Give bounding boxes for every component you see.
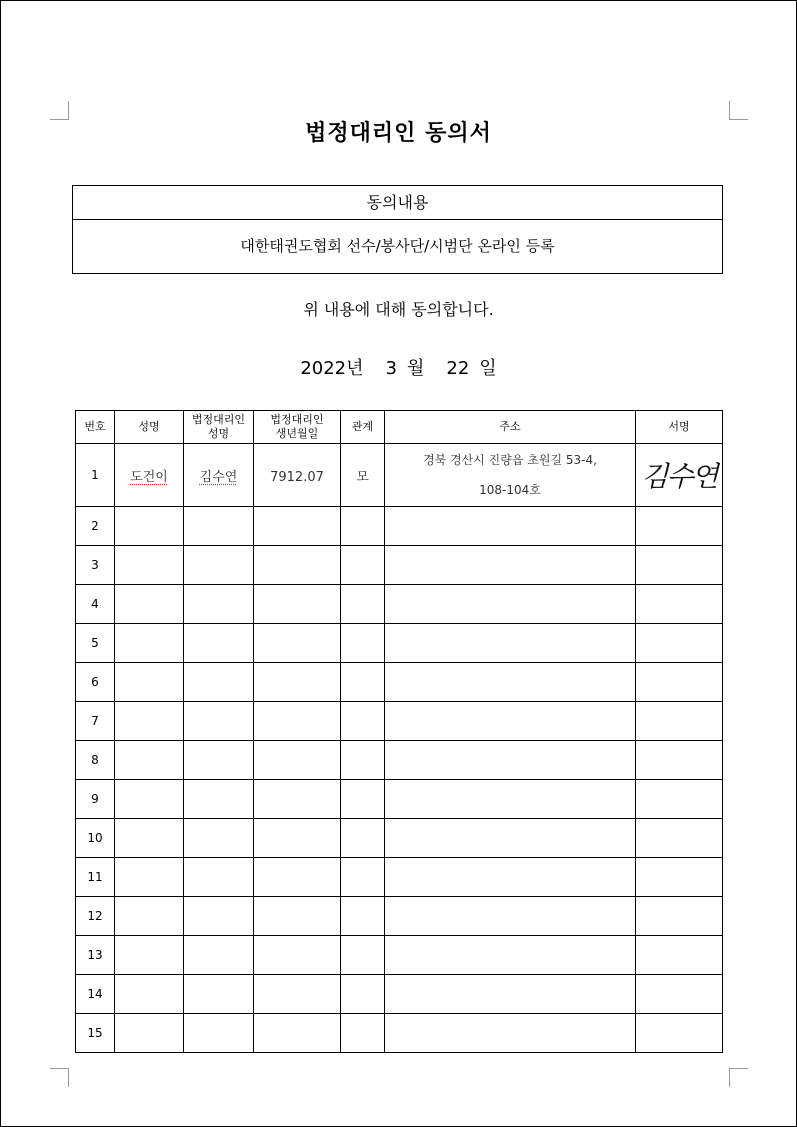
cell-relation[interactable] [341,624,385,663]
cell-number: 15 [76,1014,115,1053]
cell-address[interactable] [385,819,636,858]
cell-guardian-name[interactable] [184,741,254,780]
cell-number: 12 [76,897,115,936]
cell-guardian-name[interactable] [184,663,254,702]
cell-relation[interactable] [341,444,385,507]
cell-signature[interactable] [636,936,723,975]
cell-guardian-birth[interactable] [254,624,341,663]
cell-signature[interactable] [636,663,723,702]
cell-name[interactable] [115,585,184,624]
cell-name[interactable] [115,780,184,819]
cell-guardian-name[interactable] [184,897,254,936]
table-row [76,741,723,780]
cell-address[interactable] [385,702,636,741]
date-month: 3 [385,358,397,379]
table-header-row [76,411,723,444]
cell-signature[interactable] [636,741,723,780]
cell-guardian-birth[interactable] [254,444,341,507]
cell-name[interactable] [115,741,184,780]
table-row [76,702,723,741]
cell-name[interactable] [115,624,184,663]
cell-address[interactable] [385,663,636,702]
cell-name[interactable] [115,444,184,507]
table-row [76,780,723,819]
table-row [76,507,723,546]
cell-name[interactable] [115,975,184,1014]
cell-guardian-birth[interactable] [254,780,341,819]
cell-guardian-birth[interactable] [254,702,341,741]
cell-number: 3 [76,546,115,585]
cell-name[interactable] [115,819,184,858]
crop-mark-bottom-right [729,1068,748,1087]
header-address: 주소 [385,411,636,444]
table-row [76,858,723,897]
address-line-2: 108-104호 [479,483,541,497]
table-row [76,819,723,858]
cell-guardian-name[interactable] [184,858,254,897]
cell-address[interactable] [385,624,636,663]
cell-number: 5 [76,624,115,663]
cell-number: 14 [76,975,115,1014]
cell-number: 1 [76,444,115,507]
cell-address[interactable] [385,936,636,975]
cell-address[interactable] [385,858,636,897]
cell-guardian-birth[interactable] [254,741,341,780]
cell-address[interactable] [385,546,636,585]
cell-address[interactable] [385,741,636,780]
cell-guardian-name[interactable] [184,507,254,546]
cell-number: 11 [76,858,115,897]
cell-signature[interactable] [636,780,723,819]
table-row [76,546,723,585]
cell-guardian-birth[interactable] [254,546,341,585]
cell-number: 4 [76,585,115,624]
handwritten-relation: 모 [356,469,369,485]
cell-address[interactable] [385,897,636,936]
cell-number: 10 [76,819,115,858]
guardian-table [75,410,723,1053]
cell-guardian-name[interactable] [184,936,254,975]
table-row [76,1014,723,1053]
cell-relation[interactable] [341,819,385,858]
cell-guardian-birth[interactable] [254,585,341,624]
cell-number: 7 [76,702,115,741]
cell-guardian-birth[interactable] [254,936,341,975]
cell-guardian-birth[interactable] [254,897,341,936]
cell-guardian-name[interactable] [184,444,254,507]
cell-guardian-birth[interactable] [254,1014,341,1053]
cell-guardian-name[interactable] [184,546,254,585]
handwritten-signature: 김수연 [641,460,717,493]
cell-number: 6 [76,663,115,702]
handwritten-name: 도건이 [130,469,168,485]
cell-signature[interactable] [636,546,723,585]
cell-guardian-name[interactable] [184,975,254,1014]
cell-guardian-birth[interactable] [254,819,341,858]
cell-address[interactable] [385,975,636,1014]
cell-name[interactable] [115,546,184,585]
cell-relation[interactable] [341,585,385,624]
cell-relation[interactable] [341,897,385,936]
table-row [76,897,723,936]
document-date [0,354,797,380]
cell-number: 13 [76,936,115,975]
consent-header: 동의내용 [73,186,722,220]
cell-guardian-birth[interactable] [254,858,341,897]
table-row [76,444,723,507]
consent-box [72,185,723,274]
cell-signature[interactable] [636,897,723,936]
date-year: 2022년 [300,358,364,379]
cell-address[interactable] [385,585,636,624]
table-row [76,585,723,624]
cell-relation[interactable] [341,975,385,1014]
header-guardian-name: 법정대리인 성명 [184,411,254,444]
cell-relation[interactable] [341,741,385,780]
date-day-unit: 일 [479,358,497,379]
cell-signature[interactable] [636,858,723,897]
cell-name[interactable] [115,897,184,936]
cell-number: 8 [76,741,115,780]
cell-name[interactable] [115,702,184,741]
cell-relation[interactable] [341,663,385,702]
cell-address[interactable] [385,507,636,546]
cell-guardian-name[interactable] [184,819,254,858]
cell-signature[interactable] [636,702,723,741]
header-relation: 관계 [341,411,385,444]
cell-relation[interactable] [341,702,385,741]
cell-guardian-name[interactable] [184,1014,254,1053]
table-row [76,663,723,702]
header-name: 성명 [115,411,184,444]
header-guardian-birth: 법정대리인 생년월일 [254,411,341,444]
cell-relation[interactable] [341,546,385,585]
cell-name[interactable] [115,936,184,975]
cell-address[interactable] [385,1014,636,1053]
date-month-unit: 월 [406,358,425,379]
handwritten-guardian-name: 김수연 [199,469,238,485]
cell-name[interactable] [115,663,184,702]
cell-address[interactable] [385,444,636,507]
cell-signature[interactable] [636,624,723,663]
cell-guardian-name[interactable] [184,585,254,624]
cell-address[interactable] [385,780,636,819]
cell-guardian-birth[interactable] [254,975,341,1014]
cell-guardian-name[interactable] [184,780,254,819]
table-row [76,624,723,663]
cell-relation[interactable] [341,1014,385,1053]
consent-body: 대한태권도협회 선수/봉사단/시범단 온라인 등록 [240,237,555,255]
cell-name[interactable] [115,1014,184,1053]
cell-relation[interactable] [341,780,385,819]
table-row [76,936,723,975]
cell-relation[interactable] [341,936,385,975]
cell-number: 2 [76,507,115,546]
cell-signature[interactable] [636,507,723,546]
agree-statement: 위 내용에 대해 동의합니다. [303,300,494,319]
cell-relation[interactable] [341,507,385,546]
date-day: 22 [446,358,470,379]
document-title: 법정대리인 동의서 [305,121,492,146]
cell-signature[interactable] [636,444,723,507]
cell-signature[interactable] [636,975,723,1014]
cell-guardian-birth[interactable] [254,663,341,702]
cell-name[interactable] [115,858,184,897]
header-number: 번호 [76,411,115,444]
cell-number: 9 [76,780,115,819]
header-signature: 서명 [636,411,723,444]
cell-name[interactable] [115,507,184,546]
cell-signature[interactable] [636,1014,723,1053]
address-line-1: 경북 경산시 진량읍 초원길 53-4, [423,453,597,467]
cell-guardian-birth[interactable] [254,507,341,546]
cell-guardian-name[interactable] [184,624,254,663]
cell-guardian-name[interactable] [184,702,254,741]
cell-signature[interactable] [636,585,723,624]
crop-mark-bottom-left [50,1068,69,1087]
cell-signature[interactable] [636,819,723,858]
cell-relation[interactable] [341,858,385,897]
handwritten-birth: 7912.07 [270,469,324,485]
table-row [76,975,723,1014]
